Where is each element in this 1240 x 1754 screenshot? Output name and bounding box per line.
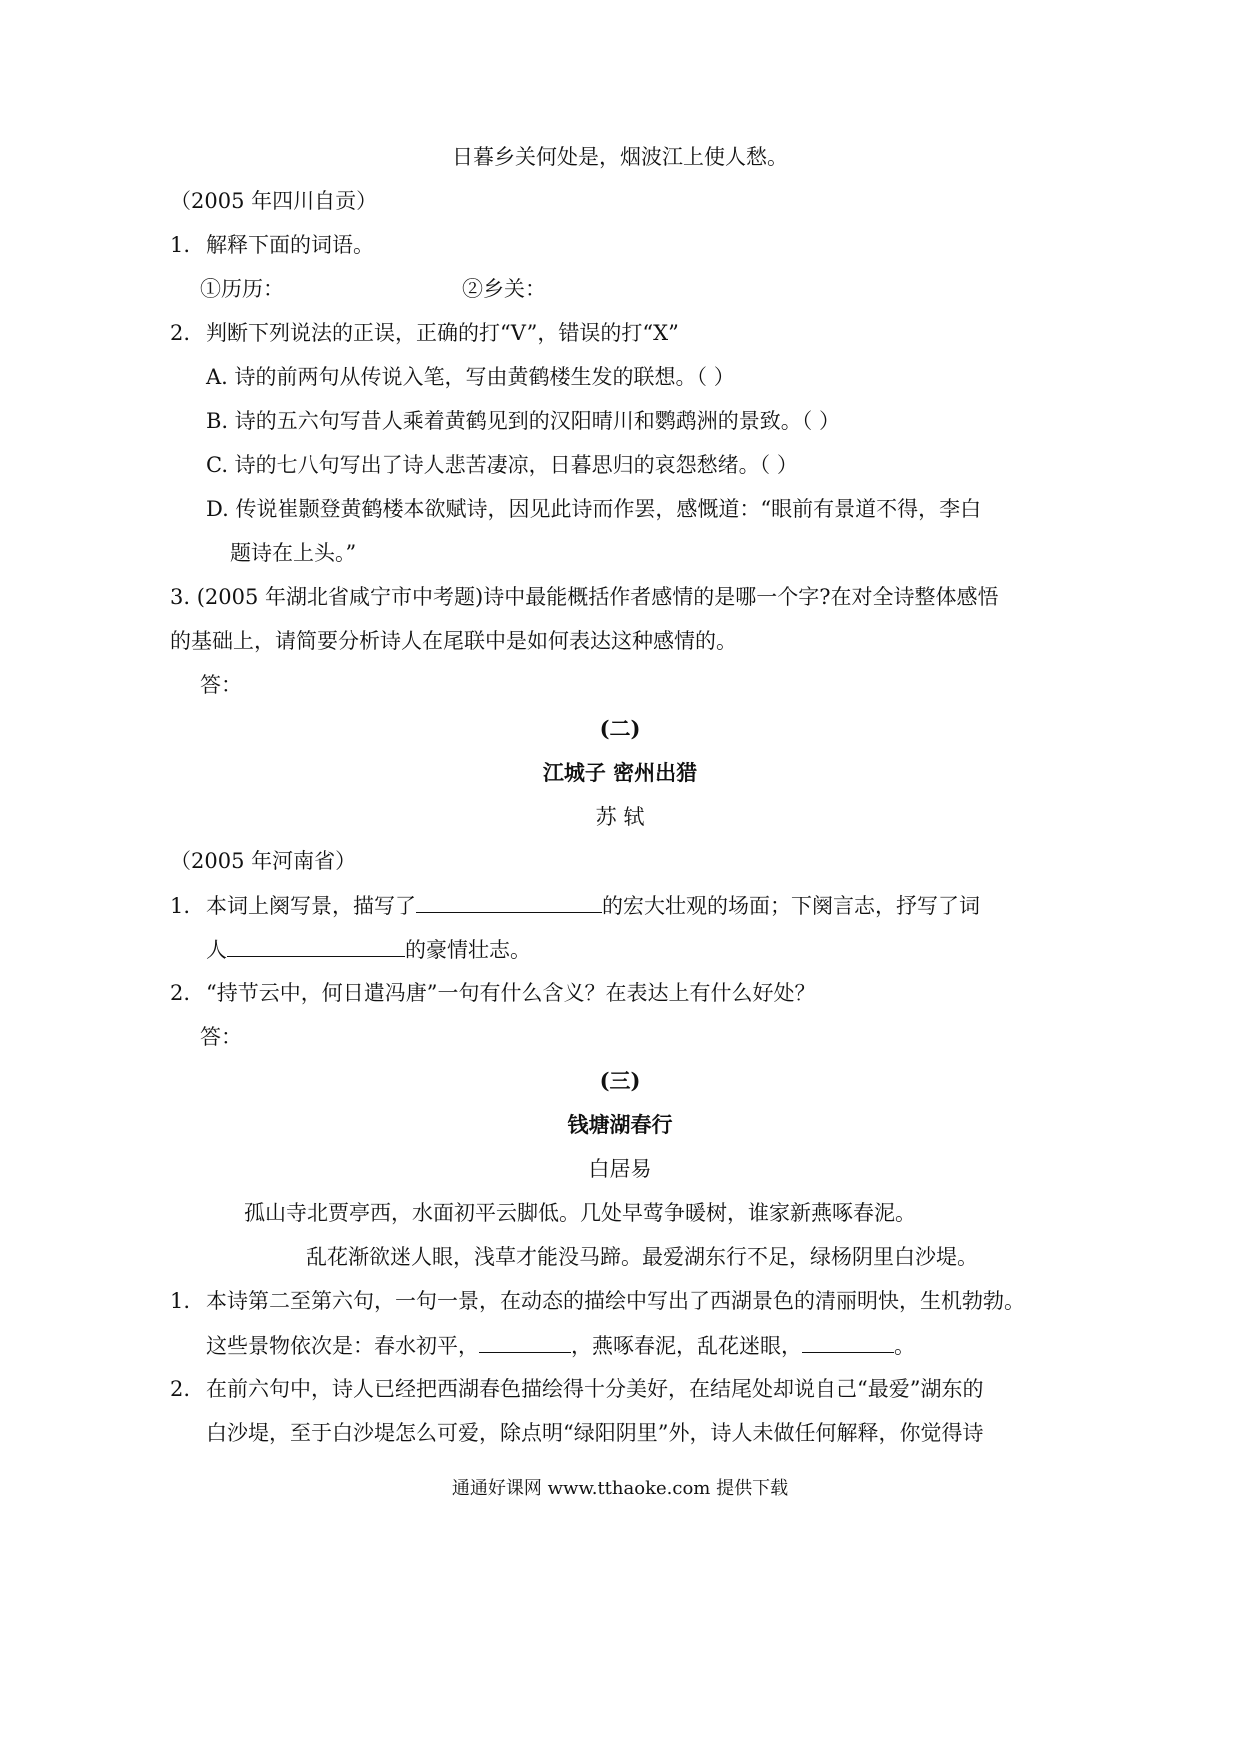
question-text: 人 <box>206 938 227 962</box>
answer-blank[interactable] <box>479 1330 571 1353</box>
question-1 <box>170 230 374 260</box>
question-text: 判断下列说法的正误，正确的打“V”，错误的打“X” <box>206 321 679 345</box>
question-1-line-2 <box>206 934 531 965</box>
question-2 <box>170 318 679 348</box>
term-2: ②乡关： <box>462 277 546 301</box>
question-source: （2005 年河南省） <box>170 849 357 873</box>
answer-blank[interactable] <box>802 1330 894 1353</box>
poem-author: 白居易 <box>588 1157 652 1181</box>
question-text: 解释下面的词语。 <box>206 233 374 257</box>
section-heading: (二) <box>599 716 641 741</box>
question-source: （2005 年四川自贡） <box>170 189 378 213</box>
option-a: A. 诗的前两句从传说入笔，写由黄鹤楼生发的联想。（ ） <box>206 365 735 389</box>
section-heading: (三) <box>599 1068 641 1093</box>
question-text: 在前六句中，诗人已经把西湖春色描绘得十分美好，在结尾处却说自己“最爱”湖东的 <box>206 1377 984 1401</box>
poem-author: 苏 轼 <box>595 805 645 829</box>
question-number: 2. <box>170 981 191 1005</box>
question-1 <box>170 1286 1025 1316</box>
term-1: ①历历： <box>200 277 284 301</box>
question-number: 2. <box>170 1377 191 1401</box>
question-3-line-2: 的基础上，请简要分析诗人在尾联中是如何表达这种感情的。 <box>170 629 737 653</box>
page-footer: 通通好课网 www.tthaoke.com 提供下载 <box>451 1478 789 1499</box>
answer-label: 答： <box>200 673 242 697</box>
question-text: 的宏大壮观的场面；下阕言志，抒写了词 <box>602 894 980 918</box>
option-d-line-2: 题诗在上头。” <box>230 541 357 565</box>
question-1 <box>170 890 980 921</box>
poem-line: 日暮乡关何处是，烟波江上使人愁。 <box>452 145 788 169</box>
question-2-line-2: 白沙堤，至于白沙堤怎么可爱，除点明“绿阳阴里”外，诗人未做任何解释，你觉得诗 <box>206 1421 984 1445</box>
option-b: B. 诗的五六句写昔人乘着黄鹤见到的汉阳晴川和鹦鹉洲的景致。（ ） <box>206 409 840 433</box>
answer-blank[interactable] <box>227 934 405 957</box>
poem-line: 孤山寺北贾亭西，水面初平云脚低。几处早莺争暖树，谁家新燕啄春泥。 <box>244 1201 916 1225</box>
option-d-line-1: D. 传说崔颢登黄鹤楼本欲赋诗，因见此诗而作罢，感慨道：“眼前有景道不得，李白 <box>206 497 982 521</box>
question-number: 1. <box>170 233 191 257</box>
question-text: 的豪情壮志。 <box>405 938 531 962</box>
question-2 <box>170 1374 983 1404</box>
question-text: ，燕啄春泥，乱花迷眼， <box>571 1334 802 1358</box>
question-1-line-2 <box>206 1330 915 1361</box>
question-text: 本词上阕写景，描写了 <box>206 894 416 918</box>
option-c: C. 诗的七八句写出了诗人悲苦凄凉，日暮思归的哀怨愁绪。（ ） <box>206 453 798 477</box>
poem-line: 乱花渐欲迷人眼，浅草才能没马蹄。最爱湖东行不足，绿杨阴里白沙堤。 <box>306 1245 978 1269</box>
poem-title: 江城子 密州出猎 <box>542 760 698 785</box>
question-number: 2. <box>170 321 191 345</box>
poem-title: 钱塘湖春行 <box>567 1112 673 1137</box>
question-3-line-1: 3. (2005 年湖北省咸宁市中考题)诗中最能概括作者感情的是哪一个字?在对全诗整体感悟 <box>170 585 999 609</box>
question-number: 1. <box>170 1289 191 1313</box>
question-text: 。 <box>894 1334 915 1358</box>
answer-label: 答： <box>200 1025 242 1049</box>
question-number: 1. <box>170 894 191 918</box>
question-text: “持节云中，何日遣冯唐”一句有什么含义？在表达上有什么好处？ <box>206 981 816 1005</box>
question-text: 这些景物依次是：春水初平， <box>206 1334 479 1358</box>
answer-blank[interactable] <box>416 890 602 913</box>
question-text: 本诗第二至第六句，一句一景，在动态的描绘中写出了西湖景色的清丽明快，生机勃勃。 <box>206 1289 1025 1313</box>
question-2 <box>170 978 815 1008</box>
